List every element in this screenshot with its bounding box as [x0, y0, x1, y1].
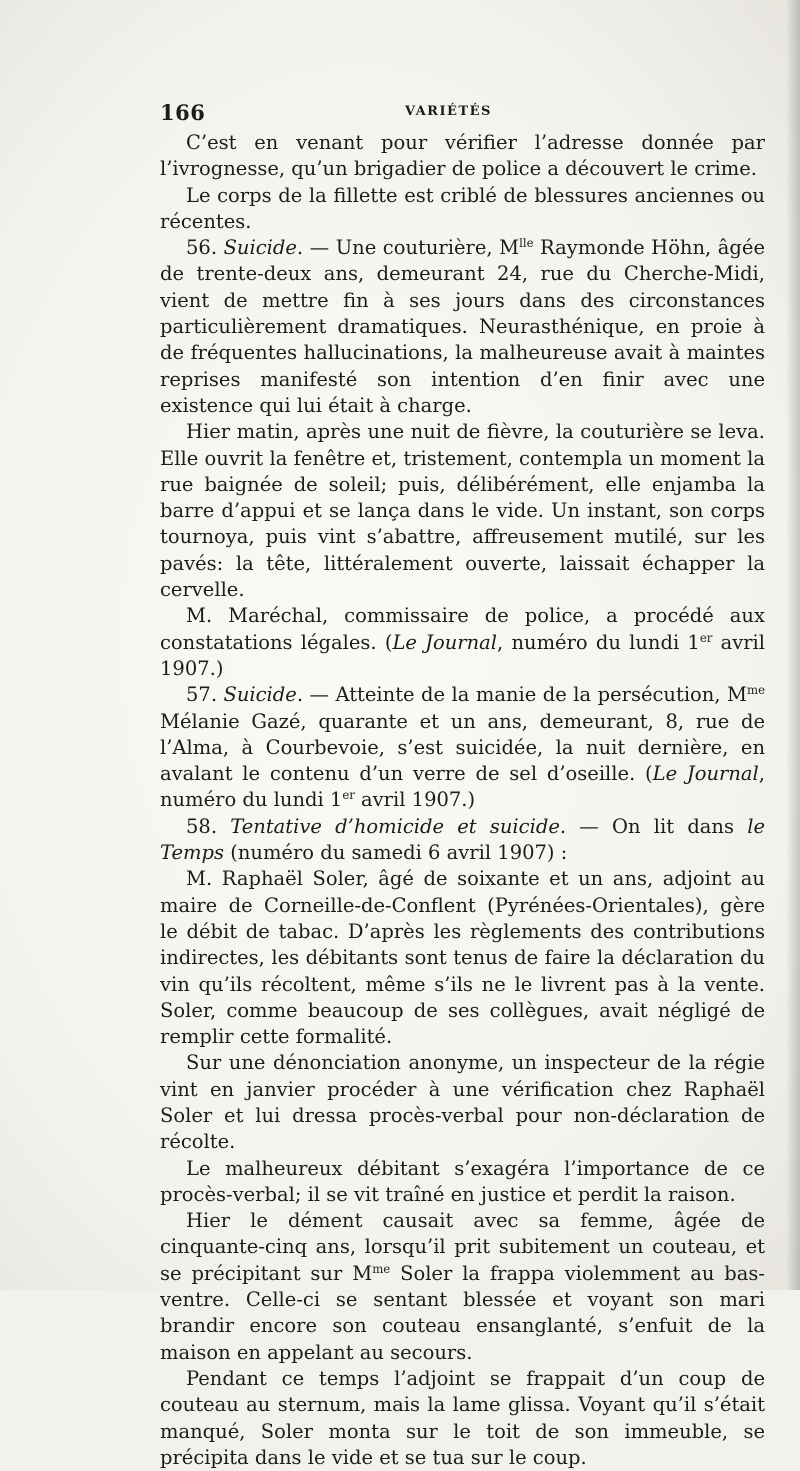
superscript: me [747, 683, 765, 698]
paragraph-p12 [160, 1366, 765, 1471]
body-text [160, 130, 765, 1471]
italic-text: Suicide. [223, 236, 304, 260]
text-run: Mélanie Gazé, quarante et un ans, demeurant, 8, rue de l’Alma, à Courbevoie, s’est suicidée, la nuit dernière, en avalant le contenu d’un verre de sel d’oseille. ( [160, 709, 765, 786]
italic-text: le Temps [160, 814, 765, 865]
italic-text: Le Journal [392, 630, 498, 654]
italic-text: Suicide. [223, 683, 304, 707]
italic-text: Tentative d’homicide et suicide. [230, 814, 567, 838]
paragraph-p2 [160, 183, 765, 236]
page-number: 166 [160, 100, 206, 125]
paragraph-p4 [160, 419, 765, 603]
text-run: Raymonde Höhn, âgée de trente-deux ans, demeurant 24, rue du Cherche-Midi, vient de mettre fin à ses jours dans des circonstances particulièrement dramatiques. Neurasthénique, en proie à de fréquentes hallucinations, la malheureuse avait à maintes reprises manifesté son intention d’en finir avec une existence qui lui était à charge. [160, 236, 765, 417]
page-edge-shadow [786, 0, 800, 1290]
italic-text: Le Journal [652, 762, 759, 786]
superscript: er [342, 788, 355, 803]
superscript: lle [519, 236, 534, 251]
paragraph-p11 [160, 1208, 765, 1366]
text-run: C’est en venant pour vérifier l’adresse donnée par l’ivrognesse, qu’un brigadier de police a découvert le crime. [160, 131, 765, 181]
page-header [160, 100, 720, 130]
paragraph-p1 [160, 130, 765, 183]
superscript: me [372, 1261, 391, 1276]
text-run: — Une couturière, M [303, 236, 520, 260]
text-run: 58. [186, 814, 231, 838]
text-run: M. Maréchal, commissaire de police, a procédé aux constatations légales. ( [160, 604, 765, 654]
paragraph-p8 [160, 866, 765, 1050]
text-run: Pendant ce temps l’adjoint se frappait d’un coup de couteau au sternum, mais la lame glissa. Voyant qu’il s’était manqué, Soler monta sur le toit de son immeuble, se précipita dans le vide et se tua sur le coup. [160, 1366, 765, 1469]
text-run: Hier le dément causait avec sa femme, âgée de cinquante-cinq ans, lorsqu’il prit subitement un couteau, et se précipitant sur M [160, 1209, 765, 1285]
paragraph-p5 [160, 603, 765, 682]
text-run: 56. [186, 236, 224, 260]
text-run: avril 1907.) [354, 788, 476, 812]
text-run: Soler la frappa violemment au bas-ventre. Celle-ci se sentant blessée et voyant son mari brandir encore son couteau ensanglanté, s’enfuit de la maison en appelant au secours. [160, 1261, 765, 1364]
text-run: — Atteinte de la manie de la persécution, M [303, 683, 747, 707]
text-run: 57. [186, 683, 224, 707]
text-run: Le malheureux débitant s’exagéra l’importance de ce procès-verbal; il se vit traîné en justice et perdit la raison. [160, 1156, 765, 1206]
text-run: Le corps de la fillette est criblé de blessures anciennes ou récentes. [160, 183, 765, 233]
text-run: — On lit dans [566, 814, 748, 838]
paragraph-p9 [160, 1050, 765, 1155]
paragraph-p3 [160, 235, 765, 419]
text-run: , numéro du lundi 1 [497, 630, 700, 654]
superscript: er [699, 630, 713, 645]
paragraph-p6 [160, 682, 765, 813]
running-title: VARIÉTÉS [405, 104, 492, 119]
text-run: Sur une dénonciation anonyme, un inspecteur de la régie vint en janvier procéder à une vérification chez Raphaël Soler et lui dressa procès-verbal pour non-déclaration de récolte. [160, 1051, 765, 1154]
text-run: , numéro du lundi 1 [160, 762, 765, 812]
text-run: avril 1907.) [160, 630, 766, 680]
paragraph-p10 [160, 1156, 765, 1209]
text-run: M. Raphaël Soler, âgé de soixante et un ans, adjoint au maire de Corneille-de-Conflent (Pyrénées-Orientales), gère le débit de tabac. D’après les règlements des contributions indirectes, les débitants sont tenus de faire la déclaration du vin qu’ils récoltent, même s’ils ne le livrent pas à la vente. Soler, comme beaucoup de ses collègues, avait négligé de remplir cette formalité. [160, 867, 765, 1049]
paragraph-p7 [160, 814, 765, 867]
text-run: (numéro du samedi 6 avril 1907) : [224, 841, 568, 865]
text-run: Hier matin, après une nuit de fièvre, la couturière se leva. Elle ouvrit la fenêtre et, tristement, contempla un moment la rue baignée de soleil; puis, délibérément, elle enjamba la barre d’appui et se lança dans le vide. Un instant, son corps tournoya, puis vint s’abattre, affreusement mutilé, sur les pavés: la tête, littéralement ouverte, laissait échapper la cervelle. [160, 420, 765, 602]
